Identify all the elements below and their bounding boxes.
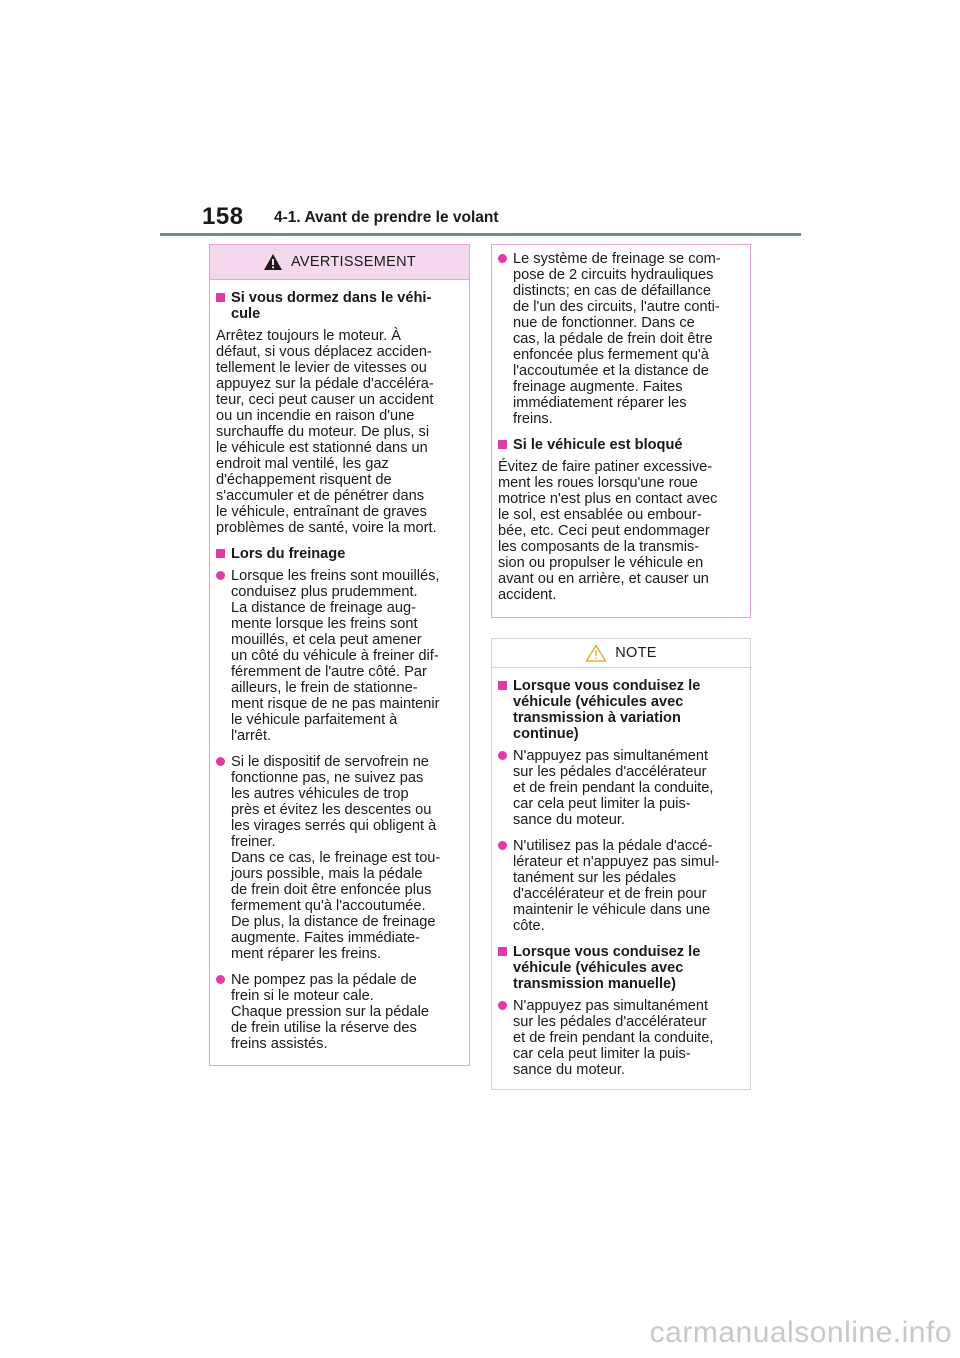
section-heading [216,290,461,322]
text-line: le véhicule, entraînant de graves [216,504,427,520]
text-line: Arrêtez toujours le moteur. À [216,328,401,344]
text-line: La distance de freinage aug- [231,600,416,616]
text-line: sur les pédales d'accélérateur [513,1014,707,1030]
text-line: ment réparer les freins. [231,946,382,962]
text-line: appuyez sur la pédale d'accéléra- [216,376,434,392]
text-line: de l'un des circuits, l'autre conti- [513,299,720,315]
heading-line: transmission à variation [513,710,681,726]
note-box-header [492,639,750,668]
text-line: ou un incendie en raison d'une [216,408,415,424]
heading-line: transmission manuelle) [513,976,677,992]
text-line: lérateur et n'appuyez pas simul- [513,854,720,870]
bullet-text [231,754,461,962]
text-line: car cela peut limiter la puis- [513,796,691,812]
heading-line: Si le véhicule est bloqué [513,437,683,453]
circle-bullet-icon [216,975,225,984]
text-line: car cela peut limiter la puis- [513,1046,691,1062]
text-line: enfoncée plus fermement qu'à [513,347,709,363]
watermark: carmanualsonline.info [649,1316,952,1349]
text-line: immédiatement réparer les [513,395,687,411]
bullet-item [498,748,742,828]
text-line: endroit mal ventilé, les gaz [216,456,389,472]
text-line: le véhicule est stationné dans un [216,440,428,456]
section-heading [498,437,742,453]
heading-line: cule [231,306,261,322]
text-line: distincts; en cas de défaillance [513,283,711,299]
bullet-item [498,838,742,934]
section-heading-text [231,546,345,562]
text-line: mouillés, et cela peut amener [231,632,422,648]
text-line: défaut, si vous déplacez acciden- [216,344,432,360]
text-line: conduisez plus prudemment. [231,584,418,600]
section-heading [498,944,742,992]
heading-line: continue) [513,726,579,742]
note-box-title: NOTE [615,645,657,661]
text-line: près et évitez les descentes ou [231,802,432,818]
heading-line: Lors du freinage [231,546,346,562]
text-line: N'appuyez pas simultanément [513,748,709,764]
text-line: Dans ce cas, le freinage est tou- [231,850,441,866]
heading-line: véhicule (véhicules avec [513,694,684,710]
circle-bullet-icon [498,1001,507,1010]
section-heading-text [231,290,431,322]
section-heading [498,678,742,742]
text-line: tanément sur les pédales [513,870,677,886]
text-line: un côté du véhicule à freiner dif- [231,648,439,664]
text-line: maintenir le véhicule dans une [513,902,711,918]
text-line: sance du moteur. [513,1062,625,1078]
text-line: De plus, la distance de freinage [231,914,436,930]
bullet-item [498,998,742,1078]
text-line: freinage augmente. Faites [513,379,683,395]
text-line: ment les roues lorsqu'une roue [498,475,698,491]
text-line: accident. [498,587,557,603]
warning-box-continued-content [492,245,750,603]
text-line: ailleurs, le frein de stationne- [231,680,418,696]
bullet-item [216,972,461,1052]
text-line: les virages serrés qui obligent à [231,818,437,834]
text-line: et de frein pendant la conduite, [513,1030,714,1046]
section-heading-text [513,944,700,992]
text-line: augmente. Faites immédiate- [231,930,420,946]
paragraph [216,328,461,536]
text-line: teur, ceci peut causer un accident [216,392,434,408]
note-box-content [492,668,750,1078]
text-line: l'accoutumée et la distance de [513,363,709,379]
text-line: sance du moteur. [513,812,625,828]
square-bullet-icon [498,947,507,956]
bullet-item [498,251,742,427]
warning-box-continued [491,244,751,618]
text-line: avant ou en arrière, et causer un [498,571,709,587]
text-line: cas, la pédale de frein doit être [513,331,713,347]
circle-bullet-icon [216,757,225,766]
circle-bullet-icon [216,571,225,580]
text-line: et de frein pendant la conduite, [513,780,714,796]
text-line: s'accumuler et de pénétrer dans [216,488,425,504]
bullet-text [513,998,742,1078]
section-heading-text [513,437,683,453]
text-line: fonctionne pas, ne suivez pas [231,770,424,786]
text-line: sur les pédales d'accélérateur [513,764,707,780]
text-line: jours possible, mais la pédale [231,866,423,882]
square-bullet-icon [216,549,225,558]
square-bullet-icon [498,440,507,449]
heading-line: véhicule (véhicules avec [513,960,684,976]
text-line: mente lorsque les freins sont [231,616,418,632]
text-line: freins. [513,411,553,427]
bullet-text [231,568,461,744]
heading-line: Si vous dormez dans le véhi- [231,290,432,306]
text-line: frein si le moteur cale. [231,988,374,1004]
text-line: d'échappement risquent de [216,472,392,488]
section-title: 4-1. Avant de prendre le volant [274,209,499,226]
warning-box-title: AVERTISSEMENT [290,254,417,270]
bullet-text [513,748,742,828]
text-line: Le système de freinage se com- [513,251,721,267]
text-line: bée, etc. Ceci peut endommager [498,523,710,539]
text-line: Évitez de faire patiner excessive- [498,459,713,475]
bullet-text [513,251,742,427]
bullet-text [513,838,742,934]
heading-line: Lorsque vous conduisez le [513,678,701,694]
caution-triangle-icon [585,644,607,662]
paragraph [498,459,742,603]
text-line: le sol, est ensablée ou embour- [498,507,702,523]
text-line: de frein doit être enfoncée plus [231,882,432,898]
text-line: tellement le levier de vitesses ou [216,360,427,376]
text-line: N'appuyez pas simultanément [513,998,709,1014]
text-line: d'accélérateur et de frein pour [513,886,707,902]
text-line: fermement qu'à l'accoutumée. [231,898,426,914]
section-heading [216,546,461,562]
section-heading-text [513,678,700,742]
text-line: le véhicule parfaitement à [231,712,398,728]
text-line: Chaque pression sur la pédale [231,1004,429,1020]
circle-bullet-icon [498,254,507,263]
page-number: 158 [202,203,244,230]
text-line: Ne pompez pas la pédale de [231,972,417,988]
text-line: Lorsque les freins sont mouillés, [231,568,440,584]
text-line: problèmes de santé, voire la mort. [216,520,437,536]
circle-bullet-icon [498,841,507,850]
warning-box-header [210,245,469,280]
text-line: les composants de la transmis- [498,539,700,555]
heading-line: Lorsque vous conduisez le [513,944,701,960]
text-line: Si le dispositif de servofrein ne [231,754,429,770]
square-bullet-icon [498,681,507,690]
text-line: freins assistés. [231,1036,328,1052]
bullet-item [216,568,461,744]
note-box [491,638,751,1090]
text-line: pose de 2 circuits hydrauliques [513,267,714,283]
text-line: l'arrêt. [231,728,272,744]
text-line: les autres véhicules de trop [231,786,409,802]
text-line: freiner. [231,834,276,850]
bullet-item [216,754,461,962]
warning-triangle-icon [263,253,283,271]
text-line: nue de fonctionner. Dans ce [513,315,695,331]
text-line: féremment de l'autre côté. Par [231,664,427,680]
square-bullet-icon [216,293,225,302]
warning-box [209,244,470,1066]
text-line: sion ou propulser le véhicule en [498,555,704,571]
header-divider [160,233,801,236]
text-line: de frein utilise la réserve des [231,1020,417,1036]
text-line: N'utilisez pas la pédale d'accé- [513,838,713,854]
text-line: côte. [513,918,545,934]
bullet-text [231,972,461,1052]
warning-box-content [210,280,469,1052]
text-line: surchauffe du moteur. De plus, si [216,424,430,440]
text-line: ment risque de ne pas maintenir [231,696,440,712]
circle-bullet-icon [498,751,507,760]
text-line: motrice n'est plus en contact avec [498,491,718,507]
